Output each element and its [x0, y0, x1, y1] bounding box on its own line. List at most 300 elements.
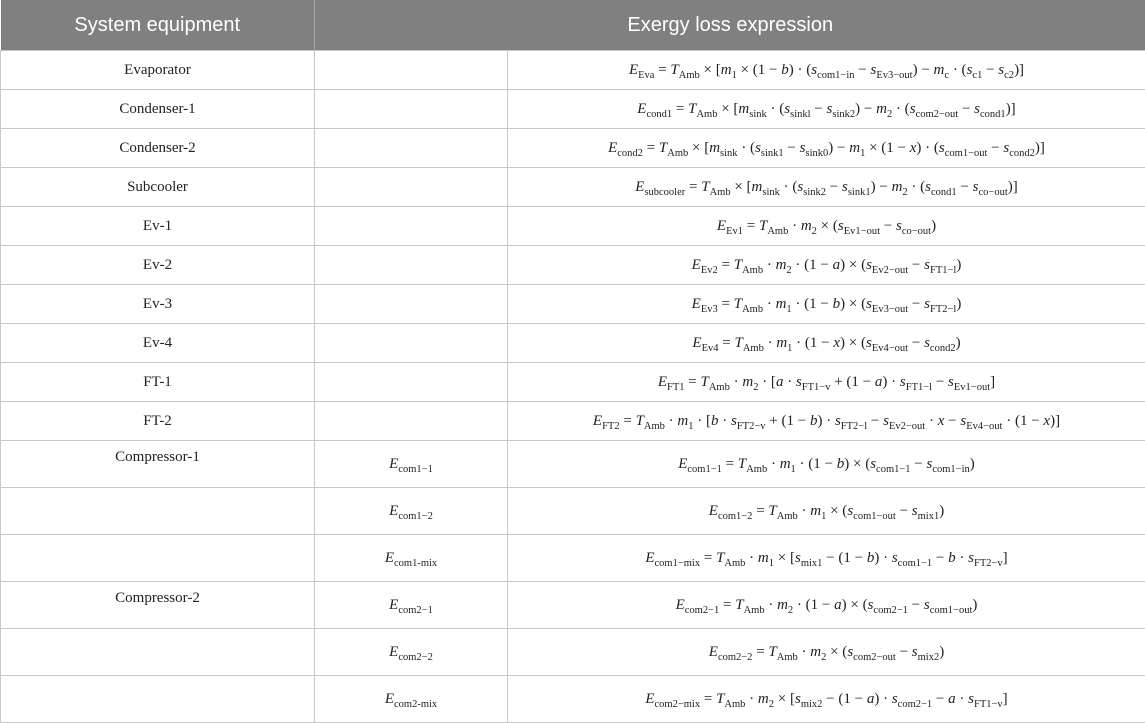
expression-token: · — [719, 413, 732, 429]
expression-token: m — [738, 101, 749, 117]
expression-token: E — [593, 413, 602, 429]
expression-token: − — [987, 140, 1003, 156]
expression-token: E — [629, 62, 638, 78]
expression-token: cond2 — [930, 343, 956, 354]
exergy-expression-cell — [508, 629, 1145, 676]
expression-token: Amb — [777, 511, 798, 522]
expression-token: m — [876, 101, 887, 117]
expression-token: ) − — [913, 62, 934, 78]
expression-token: s — [896, 218, 902, 234]
expression-token: × [ — [717, 101, 738, 117]
sub-component-cell — [315, 363, 508, 402]
equipment-cell: Compressor-2 — [1, 582, 315, 629]
expression-token: m — [776, 335, 787, 351]
expression-token: · [ — [758, 374, 776, 390]
expression-token: ] — [990, 374, 995, 390]
expression-token: T — [716, 691, 724, 707]
expression-token: FT2−l — [841, 421, 867, 432]
exergy-expression-cell — [508, 51, 1145, 90]
sub-component-token: com1-mix — [394, 558, 437, 569]
expression-token: · — [956, 691, 969, 707]
table-row — [1, 51, 1145, 90]
expression-token: m — [758, 550, 769, 566]
expression-token: Amb — [742, 304, 763, 315]
expression-token: m — [742, 374, 753, 390]
expression-token: 1 — [688, 421, 693, 432]
exergy-expression-cell — [508, 535, 1145, 582]
expression-token: m — [721, 62, 732, 78]
expression-token: b — [833, 296, 841, 312]
equipment-cell: Ev-2 — [1, 246, 315, 285]
expression-token: ) · — [874, 691, 892, 707]
expression-token: co−out — [902, 226, 931, 237]
sub-component-cell — [315, 207, 508, 246]
expression-token: b — [837, 456, 845, 472]
expression-token: s — [892, 691, 898, 707]
expression-token: − — [880, 218, 896, 234]
expression-token: · (1 − — [796, 456, 837, 472]
expression-token: · (1 − — [792, 296, 833, 312]
expression-token: = — [719, 597, 735, 613]
expression-token: = — [672, 101, 688, 117]
expression-token: s — [968, 691, 974, 707]
expression-token: x — [910, 140, 917, 156]
sub-component-token: com2−1 — [398, 605, 433, 616]
expression-token: sink2 — [832, 109, 855, 120]
expression-token: c2 — [1004, 70, 1014, 81]
expression-token: − — [982, 62, 998, 78]
expression-token: E — [645, 550, 654, 566]
expression-token: 2 — [786, 265, 791, 276]
expression-token: m — [810, 644, 821, 660]
expression-token: · — [765, 597, 778, 613]
expression-token: E — [692, 257, 701, 273]
expression-token: Amb — [744, 605, 765, 616]
expression-token: a — [948, 691, 956, 707]
expression-token: s — [811, 62, 817, 78]
expression-token: · ( — [767, 101, 785, 117]
expression-token: E — [637, 101, 646, 117]
expression-token: 1 — [786, 304, 791, 315]
expression-token: m — [801, 218, 812, 234]
expression-token: s — [960, 413, 966, 429]
expression-token: c1 — [972, 70, 982, 81]
equipment-cell — [1, 629, 315, 676]
expression-token: · — [665, 413, 678, 429]
table-row — [1, 402, 1145, 441]
sub-component-token: com1−2 — [398, 511, 433, 522]
expression-token: s — [784, 101, 790, 117]
expression-token: T — [716, 550, 724, 566]
expression-token: T — [688, 101, 696, 117]
expression-token: s — [795, 691, 801, 707]
expression-token: Amb — [644, 421, 665, 432]
expression-token: · — [798, 644, 811, 660]
expression-token: Ev4−out — [966, 421, 1002, 432]
sub-component-token: E — [385, 691, 394, 707]
expression-token: s — [755, 140, 761, 156]
expression-token: × [ — [731, 179, 752, 195]
expression-token: = — [743, 218, 759, 234]
expression-token: m — [758, 691, 769, 707]
sub-component-cell — [315, 324, 508, 363]
expression-token: Ev3 — [701, 304, 718, 315]
expression-token: ) — [939, 503, 944, 519]
exergy-expression-cell — [508, 246, 1145, 285]
expression-token: s — [967, 62, 973, 78]
expression-token: + (1 − — [766, 413, 810, 429]
expression-token: sink1 — [848, 187, 871, 198]
expression-token: s — [998, 62, 1004, 78]
expression-token: c — [944, 70, 949, 81]
expression-token: · — [925, 413, 938, 429]
sub-component-cell — [315, 90, 508, 129]
expression-token: s — [973, 179, 979, 195]
expression-token: = — [700, 550, 716, 566]
expression-token: · — [798, 503, 811, 519]
exergy-expression-cell — [508, 285, 1145, 324]
exergy-expression-cell — [508, 582, 1145, 629]
expression-token: − — [944, 413, 960, 429]
table-row — [1, 488, 1145, 535]
expression-token: mix1 — [918, 511, 940, 522]
expression-token: x — [938, 413, 945, 429]
expression-token: com1−out — [853, 511, 896, 522]
expression-token: × (1 − — [737, 62, 781, 78]
expression-token: a — [875, 374, 883, 390]
expression-token: ) × ( — [840, 257, 866, 273]
expression-token: FT1−v — [974, 699, 1003, 710]
expression-token: cond2 — [1009, 148, 1035, 159]
expression-token: ) − — [871, 179, 892, 195]
expression-token: s — [924, 296, 930, 312]
expression-token: · — [763, 296, 776, 312]
expression-token: ) — [970, 456, 975, 472]
expression-token: · ( — [738, 140, 756, 156]
expression-token: mix1 — [801, 558, 823, 569]
expression-token: − — [957, 179, 973, 195]
expression-token: 1 — [791, 464, 796, 475]
expression-token: = — [752, 503, 768, 519]
expression-token: FT2 — [602, 421, 620, 432]
equipment-cell: Ev-4 — [1, 324, 315, 363]
expression-token: x — [833, 335, 840, 351]
expression-token: ) · — [874, 550, 892, 566]
expression-token: 2 — [902, 187, 907, 198]
expression-token: 2 — [753, 382, 758, 393]
expression-token: T — [636, 413, 644, 429]
expression-token: b — [867, 550, 875, 566]
sub-component-cell — [315, 246, 508, 285]
exergy-expression-cell — [508, 488, 1145, 535]
expression-token: s — [939, 140, 945, 156]
expression-token: − — [932, 691, 948, 707]
sub-component-cell — [315, 676, 508, 723]
expression-token: )] — [1008, 179, 1018, 195]
expression-token: = — [700, 691, 716, 707]
expression-token: ) · ( — [916, 140, 939, 156]
expression-token: Amb — [709, 382, 730, 393]
expression-token: s — [924, 597, 930, 613]
expression-token: com2−out — [916, 109, 959, 120]
expression-token: b — [711, 413, 719, 429]
expression-token: FT1−l — [906, 382, 932, 393]
expression-token: m — [776, 296, 787, 312]
expression-token: · ( — [949, 62, 967, 78]
expression-token: s — [795, 550, 801, 566]
table-row — [1, 168, 1145, 207]
sub-component-token: com2-mix — [394, 699, 437, 710]
expression-token: )] — [1035, 140, 1045, 156]
expression-token: × ( — [817, 218, 838, 234]
equipment-cell: FT-1 — [1, 363, 315, 402]
expression-token: FT2−v — [974, 558, 1003, 569]
equipment-cell: FT-2 — [1, 402, 315, 441]
header-exergy-loss-expression: Exergy loss expression — [315, 0, 1145, 51]
expression-token: Amb — [777, 652, 798, 663]
expression-token: ) × ( — [840, 296, 866, 312]
expression-token: Ev3−out — [876, 70, 912, 81]
expression-token: E — [717, 218, 726, 234]
expression-token: m — [934, 62, 945, 78]
expression-token: Ev4−out — [872, 343, 908, 354]
expression-token: Ev2 — [701, 265, 718, 276]
expression-token: s — [797, 179, 803, 195]
expression-token: Amb — [746, 464, 767, 475]
table-row — [1, 285, 1145, 324]
sub-component-cell — [315, 402, 508, 441]
exergy-expression-cell — [508, 676, 1145, 723]
expression-token: − — [826, 179, 842, 195]
expression-token: ) − — [855, 101, 876, 117]
expression-token: b — [810, 413, 818, 429]
expression-token: T — [768, 644, 776, 660]
expression-token: − (1 − — [822, 550, 866, 566]
expression-token: × [ — [700, 62, 721, 78]
expression-token: s — [800, 140, 806, 156]
equipment-cell: Compressor-1 — [1, 441, 315, 488]
expression-token: Ev1−out — [954, 382, 990, 393]
sub-component-cell — [315, 441, 508, 488]
expression-token: · — [788, 218, 801, 234]
expression-token: ) · — [882, 374, 900, 390]
sub-component-token: E — [389, 597, 398, 613]
table-row — [1, 246, 1145, 285]
expression-token: FT1−v — [802, 382, 831, 393]
expression-token: 1 — [860, 148, 865, 159]
expression-token: a — [833, 257, 841, 273]
expression-token: ] — [1003, 691, 1008, 707]
expression-token: s — [910, 101, 916, 117]
equipment-cell: Evaporator — [1, 51, 315, 90]
expression-token: m — [709, 140, 720, 156]
expression-token: − — [911, 456, 927, 472]
expression-token: T — [670, 62, 678, 78]
sub-component-cell — [315, 582, 508, 629]
expression-token: Ev2−out — [872, 265, 908, 276]
expression-token: com1−2 — [718, 511, 753, 522]
table-row — [1, 324, 1145, 363]
expression-token: − (1 − — [822, 691, 866, 707]
sub-component-token: com1−1 — [398, 464, 433, 475]
equipment-cell: Condenser-1 — [1, 90, 315, 129]
expression-token: − — [908, 335, 924, 351]
expression-token: = — [685, 374, 701, 390]
expression-token: T — [701, 374, 709, 390]
table-row — [1, 441, 1145, 488]
expression-token: · ( — [908, 179, 926, 195]
expression-token: a — [867, 691, 875, 707]
expression-token: ) − — [828, 140, 849, 156]
expression-token: m — [810, 503, 821, 519]
expression-token: ) — [956, 257, 961, 273]
sub-component-token: E — [389, 503, 398, 519]
expression-token: 1 — [821, 511, 826, 522]
expression-token: s — [927, 456, 933, 472]
sub-component-cell — [315, 129, 508, 168]
expression-token: Ev1 — [726, 226, 743, 237]
expression-token: Ev2−out — [889, 421, 925, 432]
expression-token: × ( — [826, 503, 847, 519]
expression-token: sink — [762, 187, 780, 198]
expression-token: s — [866, 257, 872, 273]
expression-token: Amb — [667, 148, 688, 159]
expression-token: cond1 — [931, 187, 957, 198]
expression-token: = — [722, 456, 738, 472]
expression-token: s — [847, 644, 853, 660]
expression-token: a — [834, 597, 842, 613]
expression-token: · — [783, 374, 796, 390]
expression-token: Amb — [742, 265, 763, 276]
expression-token: sinkl — [790, 109, 810, 120]
exergy-expression-cell — [508, 324, 1145, 363]
expression-token: s — [866, 335, 872, 351]
expression-token: × (1 − — [865, 140, 909, 156]
expression-token: E — [658, 374, 667, 390]
expression-token: T — [768, 503, 776, 519]
equipment-cell: Ev-3 — [1, 285, 315, 324]
expression-token: a — [776, 374, 784, 390]
expression-token: ) — [956, 335, 961, 351]
table-row — [1, 90, 1145, 129]
equipment-cell: Ev-1 — [1, 207, 315, 246]
expression-token: com2−2 — [718, 652, 753, 663]
expression-token: s — [912, 644, 918, 660]
expression-token: com1−in — [932, 464, 969, 475]
expression-token: = — [654, 62, 670, 78]
expression-token: cond1 — [646, 109, 672, 120]
expression-token: T — [734, 257, 742, 273]
expression-token: · [ — [694, 413, 712, 429]
expression-token: E — [608, 140, 617, 156]
expression-token: · — [730, 374, 743, 390]
expression-token: s — [974, 101, 980, 117]
expression-token: − — [932, 550, 948, 566]
expression-token: = — [719, 335, 735, 351]
expression-token: s — [868, 597, 874, 613]
expression-token: s — [870, 62, 876, 78]
expression-token: · — [956, 550, 969, 566]
expression-token: · (1 − — [792, 335, 833, 351]
expression-token: E — [709, 503, 718, 519]
expression-token: ) · — [817, 413, 835, 429]
exergy-expression-cell — [508, 90, 1145, 129]
sub-component-token: com2−2 — [398, 652, 433, 663]
expression-token: ) — [972, 597, 977, 613]
equipment-cell — [1, 676, 315, 723]
expression-token: 1 — [787, 343, 792, 354]
expression-token: · (1 − — [792, 257, 833, 273]
expression-token: E — [709, 644, 718, 660]
expression-token: s — [838, 218, 844, 234]
expression-token: − — [811, 101, 827, 117]
expression-token: s — [968, 550, 974, 566]
expression-token: com1−1 — [898, 558, 933, 569]
expression-token: × [ — [688, 140, 709, 156]
expression-token: )] — [1014, 62, 1024, 78]
expression-token: T — [659, 140, 667, 156]
expression-token: 2 — [887, 109, 892, 120]
sub-component-cell — [315, 629, 508, 676]
expression-token: = — [752, 644, 768, 660]
expression-token: com1−out — [945, 148, 988, 159]
expression-token: s — [924, 335, 930, 351]
expression-token: b — [948, 550, 956, 566]
expression-token: m — [849, 140, 860, 156]
expression-token: 2 — [788, 605, 793, 616]
table-header-row — [1, 0, 1145, 51]
expression-token: com2−1 — [873, 605, 908, 616]
expression-token: Eva — [638, 70, 654, 81]
expression-token: Amb — [710, 187, 731, 198]
expression-token: Ev1−out — [844, 226, 880, 237]
expression-token: com2−mix — [655, 699, 701, 710]
expression-token: Amb — [696, 109, 717, 120]
expression-token: sink2 — [803, 187, 826, 198]
expression-token: Ev4 — [702, 343, 719, 354]
expression-token: s — [900, 374, 906, 390]
expression-token: − — [932, 374, 948, 390]
expression-token: FT2−v — [737, 421, 766, 432]
expression-token: co−out — [978, 187, 1007, 198]
expression-token: × [ — [774, 550, 795, 566]
expression-token: 1 — [769, 558, 774, 569]
expression-token: mix2 — [801, 699, 823, 710]
expression-token: · — [764, 335, 777, 351]
expression-token: · ( — [780, 179, 798, 195]
expression-token: E — [692, 335, 701, 351]
expression-token: s — [912, 503, 918, 519]
expression-token: T — [738, 456, 746, 472]
expression-token: )] — [1050, 413, 1060, 429]
expression-token: com1−mix — [655, 558, 701, 569]
table-row — [1, 629, 1145, 676]
expression-token: FT1−l — [930, 265, 956, 276]
expression-token: )] — [1006, 101, 1016, 117]
expression-token: + (1 − — [830, 374, 874, 390]
expression-token: − — [867, 413, 883, 429]
expression-token: E — [635, 179, 644, 195]
expression-token: s — [948, 374, 954, 390]
expression-token: − — [896, 644, 912, 660]
table-row — [1, 676, 1145, 723]
equipment-cell: Condenser-2 — [1, 129, 315, 168]
expression-token: s — [866, 296, 872, 312]
expression-token: T — [734, 296, 742, 312]
expression-token: × ( — [826, 644, 847, 660]
expression-token: sink — [720, 148, 738, 159]
table-row — [1, 129, 1145, 168]
